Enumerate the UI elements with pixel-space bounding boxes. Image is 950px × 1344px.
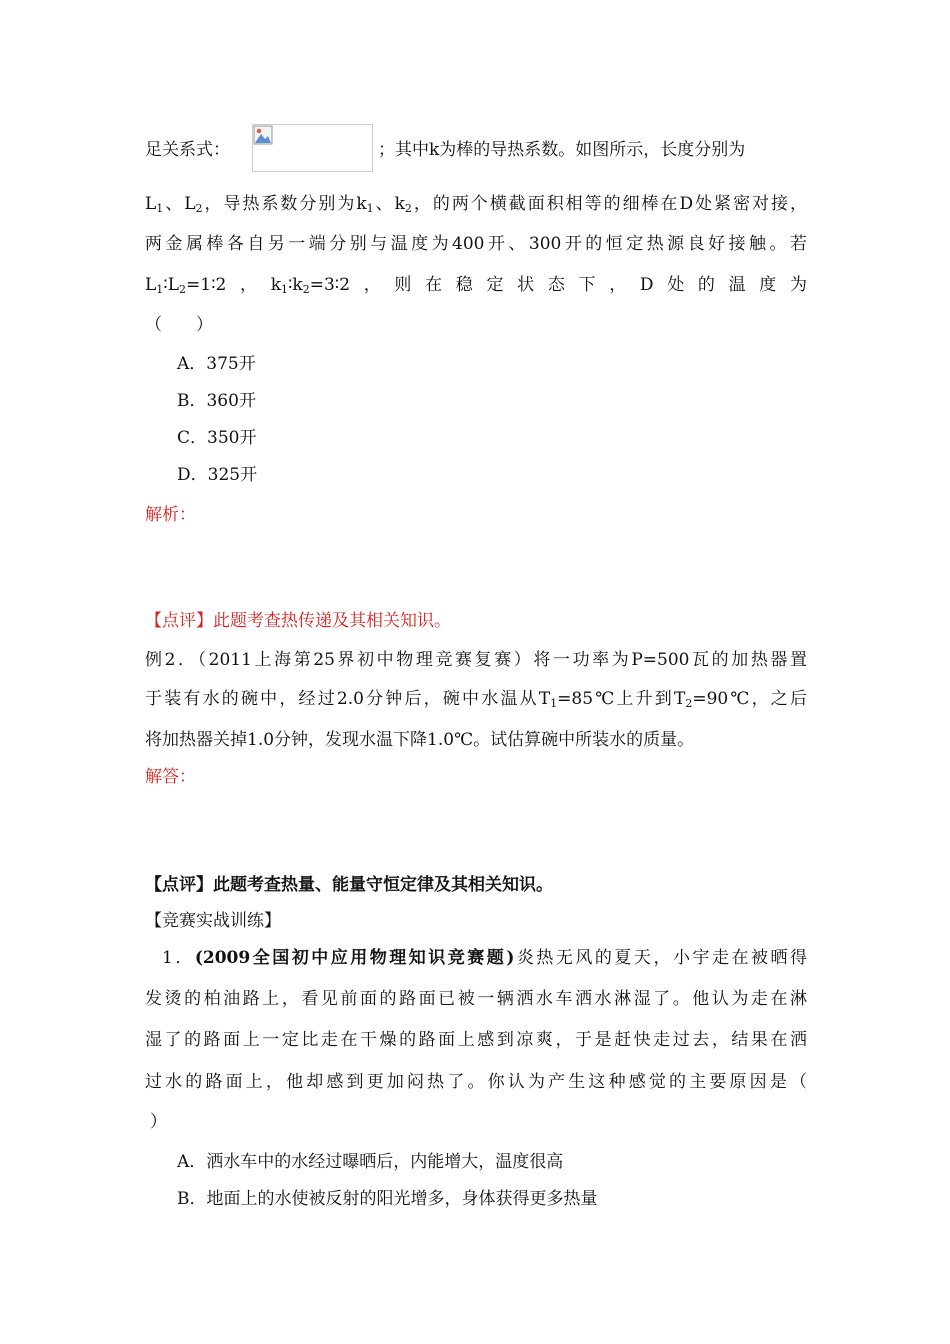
question-1-line-4: 过水的路面上，他却感到更加闷热了。你认为产生这种感觉的主要原因是（ — [145, 1072, 807, 1092]
example2-line-2: 于装有水的碗中，经过2.0分钟后，碗中水温从$T_1=85℃$上升到$T_2=90℃$，之后 — [145, 689, 807, 710]
option-c: C．350开 — [177, 428, 257, 448]
formula-image — [252, 124, 373, 172]
analysis-label: 解析： — [145, 505, 196, 525]
problem-line-4: $L_1∶L_2=1∶2$，$k_1∶k_2=3∶2$，则在稳定状态下，D处的温度为 — [145, 275, 807, 296]
comment-1: 【点评】此题考查热传递及其相关知识。 — [145, 611, 451, 631]
option-d: D．325开 — [177, 465, 258, 485]
formula-after: ；其中k为棒的导热系数。如图所示，长度分别为 — [378, 140, 746, 160]
problem-line-2: $L_1$、$L_2$，导热系数分别为$k_1$、$k_2$，的两个横截面积相等的细棒在D处紧密对接， — [145, 194, 807, 215]
problem-line-3: 两金属棒各自另一端分别与温度为400开、300开的恒定热源良好接触。若 — [145, 234, 807, 254]
example2-line-1: 例2．（2011上海第25界初中物理竞赛复赛）将一功率为P=500瓦的加热器置 — [145, 650, 807, 670]
answer-blank: （ ） — [145, 315, 213, 335]
comment-2: 【点评】此题考查热量、能量守恒定律及其相关知识。 — [145, 875, 553, 895]
formula-lead-line — [145, 138, 230, 162]
question-1-line-2: 发烫的柏油路上，看见前面的路面已被一辆洒水车洒水淋湿了。他认为走在淋 — [145, 989, 807, 1009]
training-option-a: A．洒水车中的水经过曝晒后，内能增大，温度很高 — [177, 1152, 564, 1172]
question-1-line-3: 湿了的路面上一定比走在干燥的路面上感到凉爽，于是赶快走过去，结果在洒 — [145, 1030, 807, 1050]
question-1-source: (2009全国初中应用物理知识竞赛题) — [194, 948, 515, 968]
training-option-b: B．地面上的水使被反射的阳光增多，身体获得更多热量 — [177, 1189, 598, 1209]
formula-lead: 足关系式： — [145, 140, 230, 160]
option-a: A．375开 — [177, 354, 256, 374]
example2-line-3: 将加热器关掉1.0分钟，发现水温下降1.0℃。试估算碗中所装水的质量。 — [145, 730, 695, 750]
answer-label: 解答： — [145, 767, 196, 787]
broken-image-icon — [253, 125, 273, 145]
option-b: B．360开 — [177, 391, 256, 411]
question-1-line-5: ） — [150, 1112, 167, 1132]
training-heading: 【竞赛实战训练】 — [145, 911, 281, 931]
question-1-line-1: 1．(2009全国初中应用物理知识竞赛题)炎热无风的夏天，小宇走在被晒得 — [162, 948, 808, 968]
